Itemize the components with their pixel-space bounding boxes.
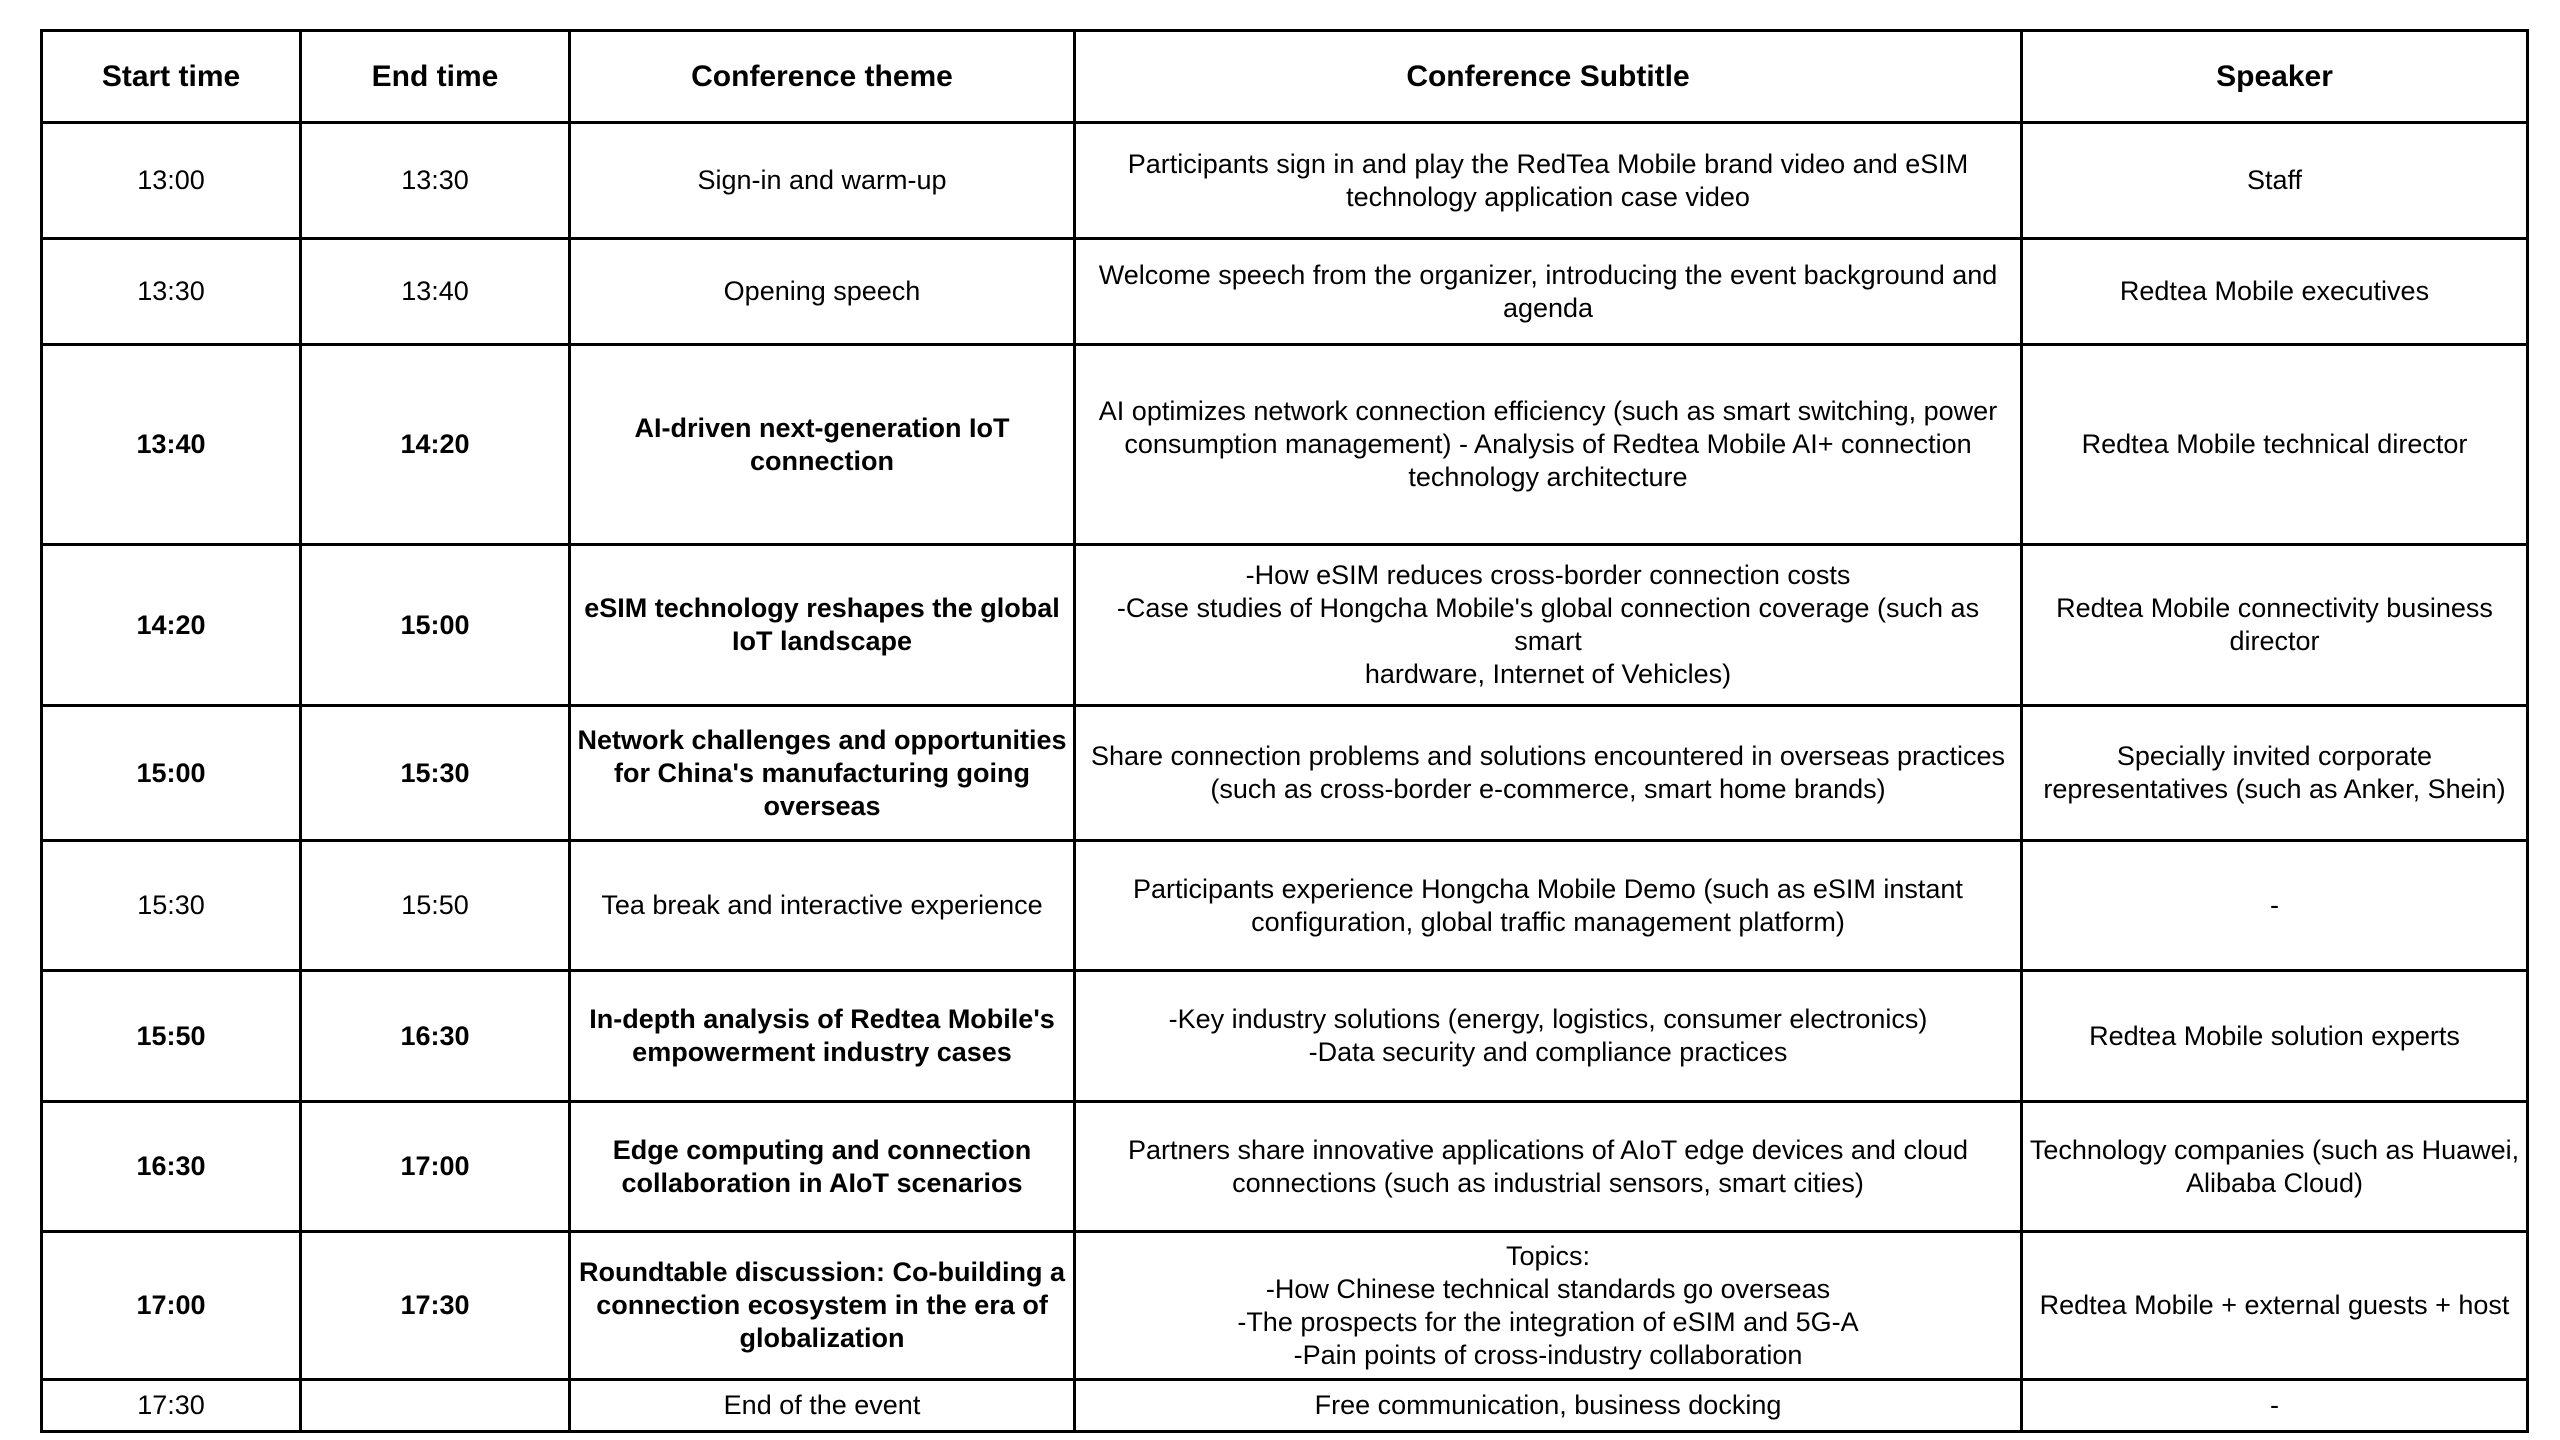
table-row [42, 239, 2528, 345]
conference-theme-cell: In-depth analysis of Redtea Mobile's empowerment industry cases [570, 971, 1075, 1102]
end-time-cell: 15:30 [301, 706, 570, 841]
start-time-cell: 13:30 [42, 239, 301, 345]
header-row [42, 31, 2528, 123]
header-speaker: Speaker [2022, 31, 2528, 123]
subtitle-line: technology application case video [1346, 181, 1750, 212]
table-row [42, 971, 2528, 1102]
end-time-cell: 13:30 [301, 123, 570, 239]
end-time-cell: 15:50 [301, 841, 570, 971]
conference-theme-cell: Edge computing and connection collaboration in AIoT scenarios [570, 1102, 1075, 1232]
speaker-cell: Redtea Mobile solution experts [2022, 971, 2528, 1102]
start-time-cell: 17:30 [42, 1380, 301, 1432]
conference-theme-cell: Tea break and interactive experience [570, 841, 1075, 971]
speaker-cell: Staff [2022, 123, 2528, 239]
speaker-cell: Redtea Mobile executives [2022, 239, 2528, 345]
subtitle-line: -The prospects for the integration of eSIM and 5G-A [1237, 1306, 1859, 1337]
conference-subtitle-cell [1075, 545, 2022, 706]
conference-theme-cell: End of the event [570, 1380, 1075, 1432]
end-time-cell [301, 1380, 570, 1432]
conference-theme-cell: Network challenges and opportunities for China's manufacturing going overseas [570, 706, 1075, 841]
end-time-cell: 15:00 [301, 545, 570, 706]
subtitle-line: consumption management) - Analysis of Redtea Mobile AI+ connection [1124, 429, 1972, 459]
subtitle-line: connections (such as industrial sensors, smart cities) [1232, 1167, 1864, 1198]
speaker-cell: Redtea Mobile technical director [2022, 345, 2528, 545]
subtitle-line: -Key industry solutions (energy, logistics, consumer electronics) [1168, 1004, 1928, 1034]
speaker-cell: - [2022, 1380, 2528, 1432]
conference-subtitle-cell [1075, 123, 2022, 239]
start-time-cell: 14:20 [42, 545, 301, 706]
speaker-cell: Redtea Mobile connectivity business director [2022, 545, 2528, 706]
start-time-cell: 13:40 [42, 345, 301, 545]
header-conference-subtitle: Conference Subtitle [1075, 31, 2022, 123]
table-row [42, 345, 2528, 545]
end-time-cell: 17:30 [301, 1232, 570, 1380]
table-row [42, 123, 2528, 239]
start-time-cell: 15:00 [42, 706, 301, 841]
conference-subtitle-cell [1075, 1232, 2022, 1380]
subtitle-line: Participants sign in and play the RedTea Mobile brand video and eSIM [1127, 148, 1969, 179]
agenda-body [42, 123, 2528, 1432]
subtitle-line: Share connection problems and solutions encountered in overseas practices [1090, 741, 2006, 771]
end-time-cell: 17:00 [301, 1102, 570, 1232]
end-time-cell: 14:20 [301, 345, 570, 545]
subtitle-line: -Data security and compliance practices [1308, 1037, 1788, 1067]
subtitle-line: -How Chinese technical standards go overseas [1265, 1273, 1831, 1304]
conference-theme-cell: Opening speech [570, 239, 1075, 345]
table-row [42, 1232, 2528, 1380]
subtitle-line: -How eSIM reduces cross-border connection costs [1245, 560, 1851, 590]
subtitle-line: technology architecture [1408, 462, 1688, 492]
subtitle-line: configuration, global traffic management platform) [1251, 906, 1845, 937]
table-row [42, 1102, 2528, 1232]
start-time-cell: 13:00 [42, 123, 301, 239]
end-time-cell: 16:30 [301, 971, 570, 1102]
table-row [42, 1380, 2528, 1432]
subtitle-line: -Pain points of cross-industry collaboration [1293, 1339, 1803, 1370]
subtitle-line: Free communication, business docking [1314, 1390, 1782, 1420]
start-time-cell: 15:30 [42, 841, 301, 971]
speaker-cell: Redtea Mobile + external guests + host [2022, 1232, 2528, 1380]
conference-theme-cell: AI-driven next-generation IoT connection [570, 345, 1075, 545]
speaker-cell: Technology companies (such as Huawei, Alibaba Cloud) [2022, 1102, 2528, 1232]
conference-subtitle-cell [1075, 239, 2022, 345]
subtitle-line: AI optimizes network connection efficiency (such as smart switching, power [1098, 396, 1998, 426]
header-start-time: Start time [42, 31, 301, 123]
conference-subtitle-cell [1075, 841, 2022, 971]
start-time-cell: 17:00 [42, 1232, 301, 1380]
conference-subtitle-cell [1075, 1380, 2022, 1432]
conference-subtitle-cell [1075, 345, 2022, 545]
agenda-table [40, 29, 2529, 1433]
table-row [42, 545, 2528, 706]
subtitle-line: Topics: [1505, 1240, 1591, 1271]
start-time-cell: 15:50 [42, 971, 301, 1102]
conference-theme-cell: Roundtable discussion: Co-building a connection ecosystem in the era of globalization [570, 1232, 1075, 1380]
table-row [42, 706, 2528, 841]
table-row [42, 841, 2528, 971]
conference-subtitle-cell [1075, 1102, 2022, 1232]
subtitle-line: Welcome speech from the organizer, introducing the event background and [1098, 259, 1998, 290]
conference-theme-cell: Sign-in and warm-up [570, 123, 1075, 239]
subtitle-line: agenda [1502, 292, 1594, 323]
start-time-cell: 16:30 [42, 1102, 301, 1232]
header-conference-theme: Conference theme [570, 31, 1075, 123]
header-end-time: End time [301, 31, 570, 123]
subtitle-line: Participants experience Hongcha Mobile Demo (such as eSIM instant [1133, 873, 1963, 904]
speaker-cell: - [2022, 841, 2528, 971]
conference-subtitle-cell [1075, 971, 2022, 1102]
subtitle-line: Partners share innovative applications of AIoT edge devices and cloud [1127, 1134, 1969, 1165]
subtitle-line: (such as cross-border e-commerce, smart home brands) [1210, 774, 1886, 804]
speaker-cell: Specially invited corporate representatives (such as Anker, Shein) [2022, 706, 2528, 841]
conference-subtitle-cell [1075, 706, 2022, 841]
subtitle-line: -Case studies of Hongcha Mobile's global connection coverage (such as smart [1116, 593, 1980, 656]
agenda-sheet [40, 29, 2526, 1433]
subtitle-line: hardware, Internet of Vehicles) [1364, 659, 1732, 689]
conference-theme-cell: eSIM technology reshapes the global IoT landscape [570, 545, 1075, 706]
end-time-cell: 13:40 [301, 239, 570, 345]
